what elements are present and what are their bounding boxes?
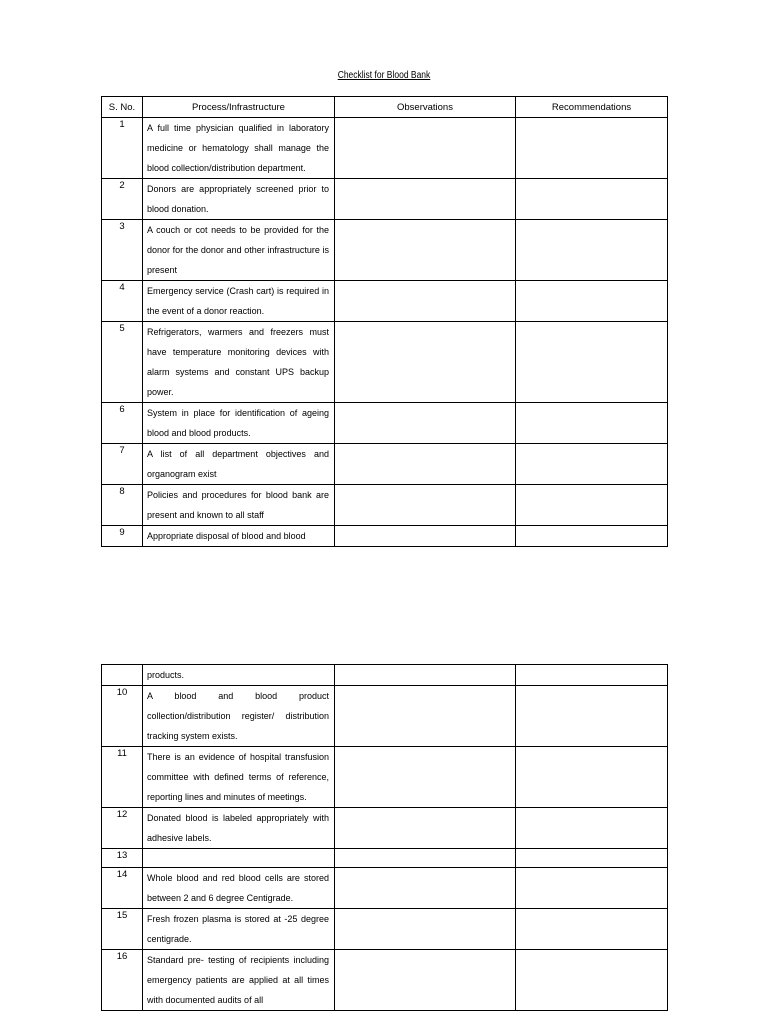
recommendations-cell[interactable] [516, 281, 668, 322]
table-row [102, 868, 668, 909]
row-number: 9 [102, 526, 143, 547]
row-number: 16 [102, 950, 143, 1011]
table-body-page2 [102, 665, 668, 1011]
observations-cell[interactable] [335, 747, 516, 808]
table-row [102, 444, 668, 485]
table-row [102, 526, 668, 547]
row-number: 4 [102, 281, 143, 322]
observations-cell[interactable] [335, 686, 516, 747]
row-number: 8 [102, 485, 143, 526]
observations-cell[interactable] [335, 909, 516, 950]
row-number: 11 [102, 747, 143, 808]
process-text: A blood and blood product collection/distribution register/ distribution tracking system exists. [143, 686, 335, 747]
recommendations-cell[interactable] [516, 747, 668, 808]
checklist-table-page1 [101, 96, 668, 547]
recommendations-cell[interactable] [516, 403, 668, 444]
observations-cell[interactable] [335, 485, 516, 526]
process-text: Fresh frozen plasma is stored at -25 degree centigrade. [143, 909, 335, 950]
table-row [102, 485, 668, 526]
recommendations-cell[interactable] [516, 322, 668, 403]
process-text: A couch or cot needs to be provided for the donor for the donor and other infrastructure is present [143, 220, 335, 281]
table-body-page1 [102, 118, 668, 547]
observations-cell[interactable] [335, 665, 516, 686]
recommendations-cell[interactable] [516, 665, 668, 686]
observations-cell[interactable] [335, 220, 516, 281]
process-text: products. [143, 665, 335, 686]
process-text: Whole blood and red blood cells are stored between 2 and 6 degree Centigrade. [143, 868, 335, 909]
recommendations-cell[interactable] [516, 179, 668, 220]
recommendations-cell[interactable] [516, 686, 668, 747]
row-number: 3 [102, 220, 143, 281]
row-number: 6 [102, 403, 143, 444]
process-text [143, 849, 335, 868]
process-text: Donated blood is labeled appropriately with adhesive labels. [143, 808, 335, 849]
recommendations-cell[interactable] [516, 868, 668, 909]
process-text: There is an evidence of hospital transfusion committee with defined terms of reference, reporting lines and minutes of meetings. [143, 747, 335, 808]
recommendations-cell[interactable] [516, 950, 668, 1011]
observations-cell[interactable] [335, 444, 516, 485]
row-number: 2 [102, 179, 143, 220]
table-row [102, 220, 668, 281]
row-number: 10 [102, 686, 143, 747]
process-text: Refrigerators, warmers and freezers must have temperature monitoring devices with alarm systems and constant UPS backup power. [143, 322, 335, 403]
process-text: Emergency service (Crash cart) is required in the event of a donor reaction. [143, 281, 335, 322]
observations-cell[interactable] [335, 281, 516, 322]
row-number [102, 665, 143, 686]
recommendations-cell[interactable] [516, 485, 668, 526]
row-number: 5 [102, 322, 143, 403]
table-row [102, 686, 668, 747]
observations-cell[interactable] [335, 950, 516, 1011]
observations-cell[interactable] [335, 849, 516, 868]
row-number: 14 [102, 868, 143, 909]
row-number: 13 [102, 849, 143, 868]
header-process: Process/Infrastructure [143, 97, 335, 118]
table-row [102, 179, 668, 220]
table-row [102, 665, 668, 686]
table-row [102, 950, 668, 1011]
table-row [102, 808, 668, 849]
table-row [102, 403, 668, 444]
process-text: Donors are appropriately screened prior to blood donation. [143, 179, 335, 220]
recommendations-cell[interactable] [516, 444, 668, 485]
process-text: Policies and procedures for blood bank are present and known to all staff [143, 485, 335, 526]
observations-cell[interactable] [335, 403, 516, 444]
process-text: A list of all department objectives and organogram exist [143, 444, 335, 485]
table-row [102, 322, 668, 403]
recommendations-cell[interactable] [516, 118, 668, 179]
row-number: 15 [102, 909, 143, 950]
process-text: Appropriate disposal of blood and blood [143, 526, 335, 547]
observations-cell[interactable] [335, 868, 516, 909]
process-text: System in place for identification of ageing blood and blood products. [143, 403, 335, 444]
observations-cell[interactable] [335, 118, 516, 179]
observations-cell[interactable] [335, 526, 516, 547]
table-row [102, 849, 668, 868]
recommendations-cell[interactable] [516, 220, 668, 281]
document-title: Checklist for Blood Bank [337, 70, 431, 81]
header-observations: Observations [335, 97, 516, 118]
recommendations-cell[interactable] [516, 909, 668, 950]
observations-cell[interactable] [335, 808, 516, 849]
process-text: Standard pre- testing of recipients including emergency patients are applied at all times with documented audits of all [143, 950, 335, 1011]
process-text: A full time physician qualified in laboratory medicine or hematology shall manage the blood collection/distribution department. [143, 118, 335, 179]
table-row [102, 118, 668, 179]
observations-cell[interactable] [335, 179, 516, 220]
row-number: 7 [102, 444, 143, 485]
header-sno: S. No. [102, 97, 143, 118]
recommendations-cell[interactable] [516, 808, 668, 849]
table-row [102, 909, 668, 950]
checklist-table-page2 [101, 664, 668, 1011]
recommendations-cell[interactable] [516, 849, 668, 868]
header-recommendations: Recommendations [516, 97, 668, 118]
observations-cell[interactable] [335, 322, 516, 403]
recommendations-cell[interactable] [516, 526, 668, 547]
table-row [102, 281, 668, 322]
row-number: 12 [102, 808, 143, 849]
table-header-row [102, 97, 668, 118]
row-number: 1 [102, 118, 143, 179]
table-row [102, 747, 668, 808]
